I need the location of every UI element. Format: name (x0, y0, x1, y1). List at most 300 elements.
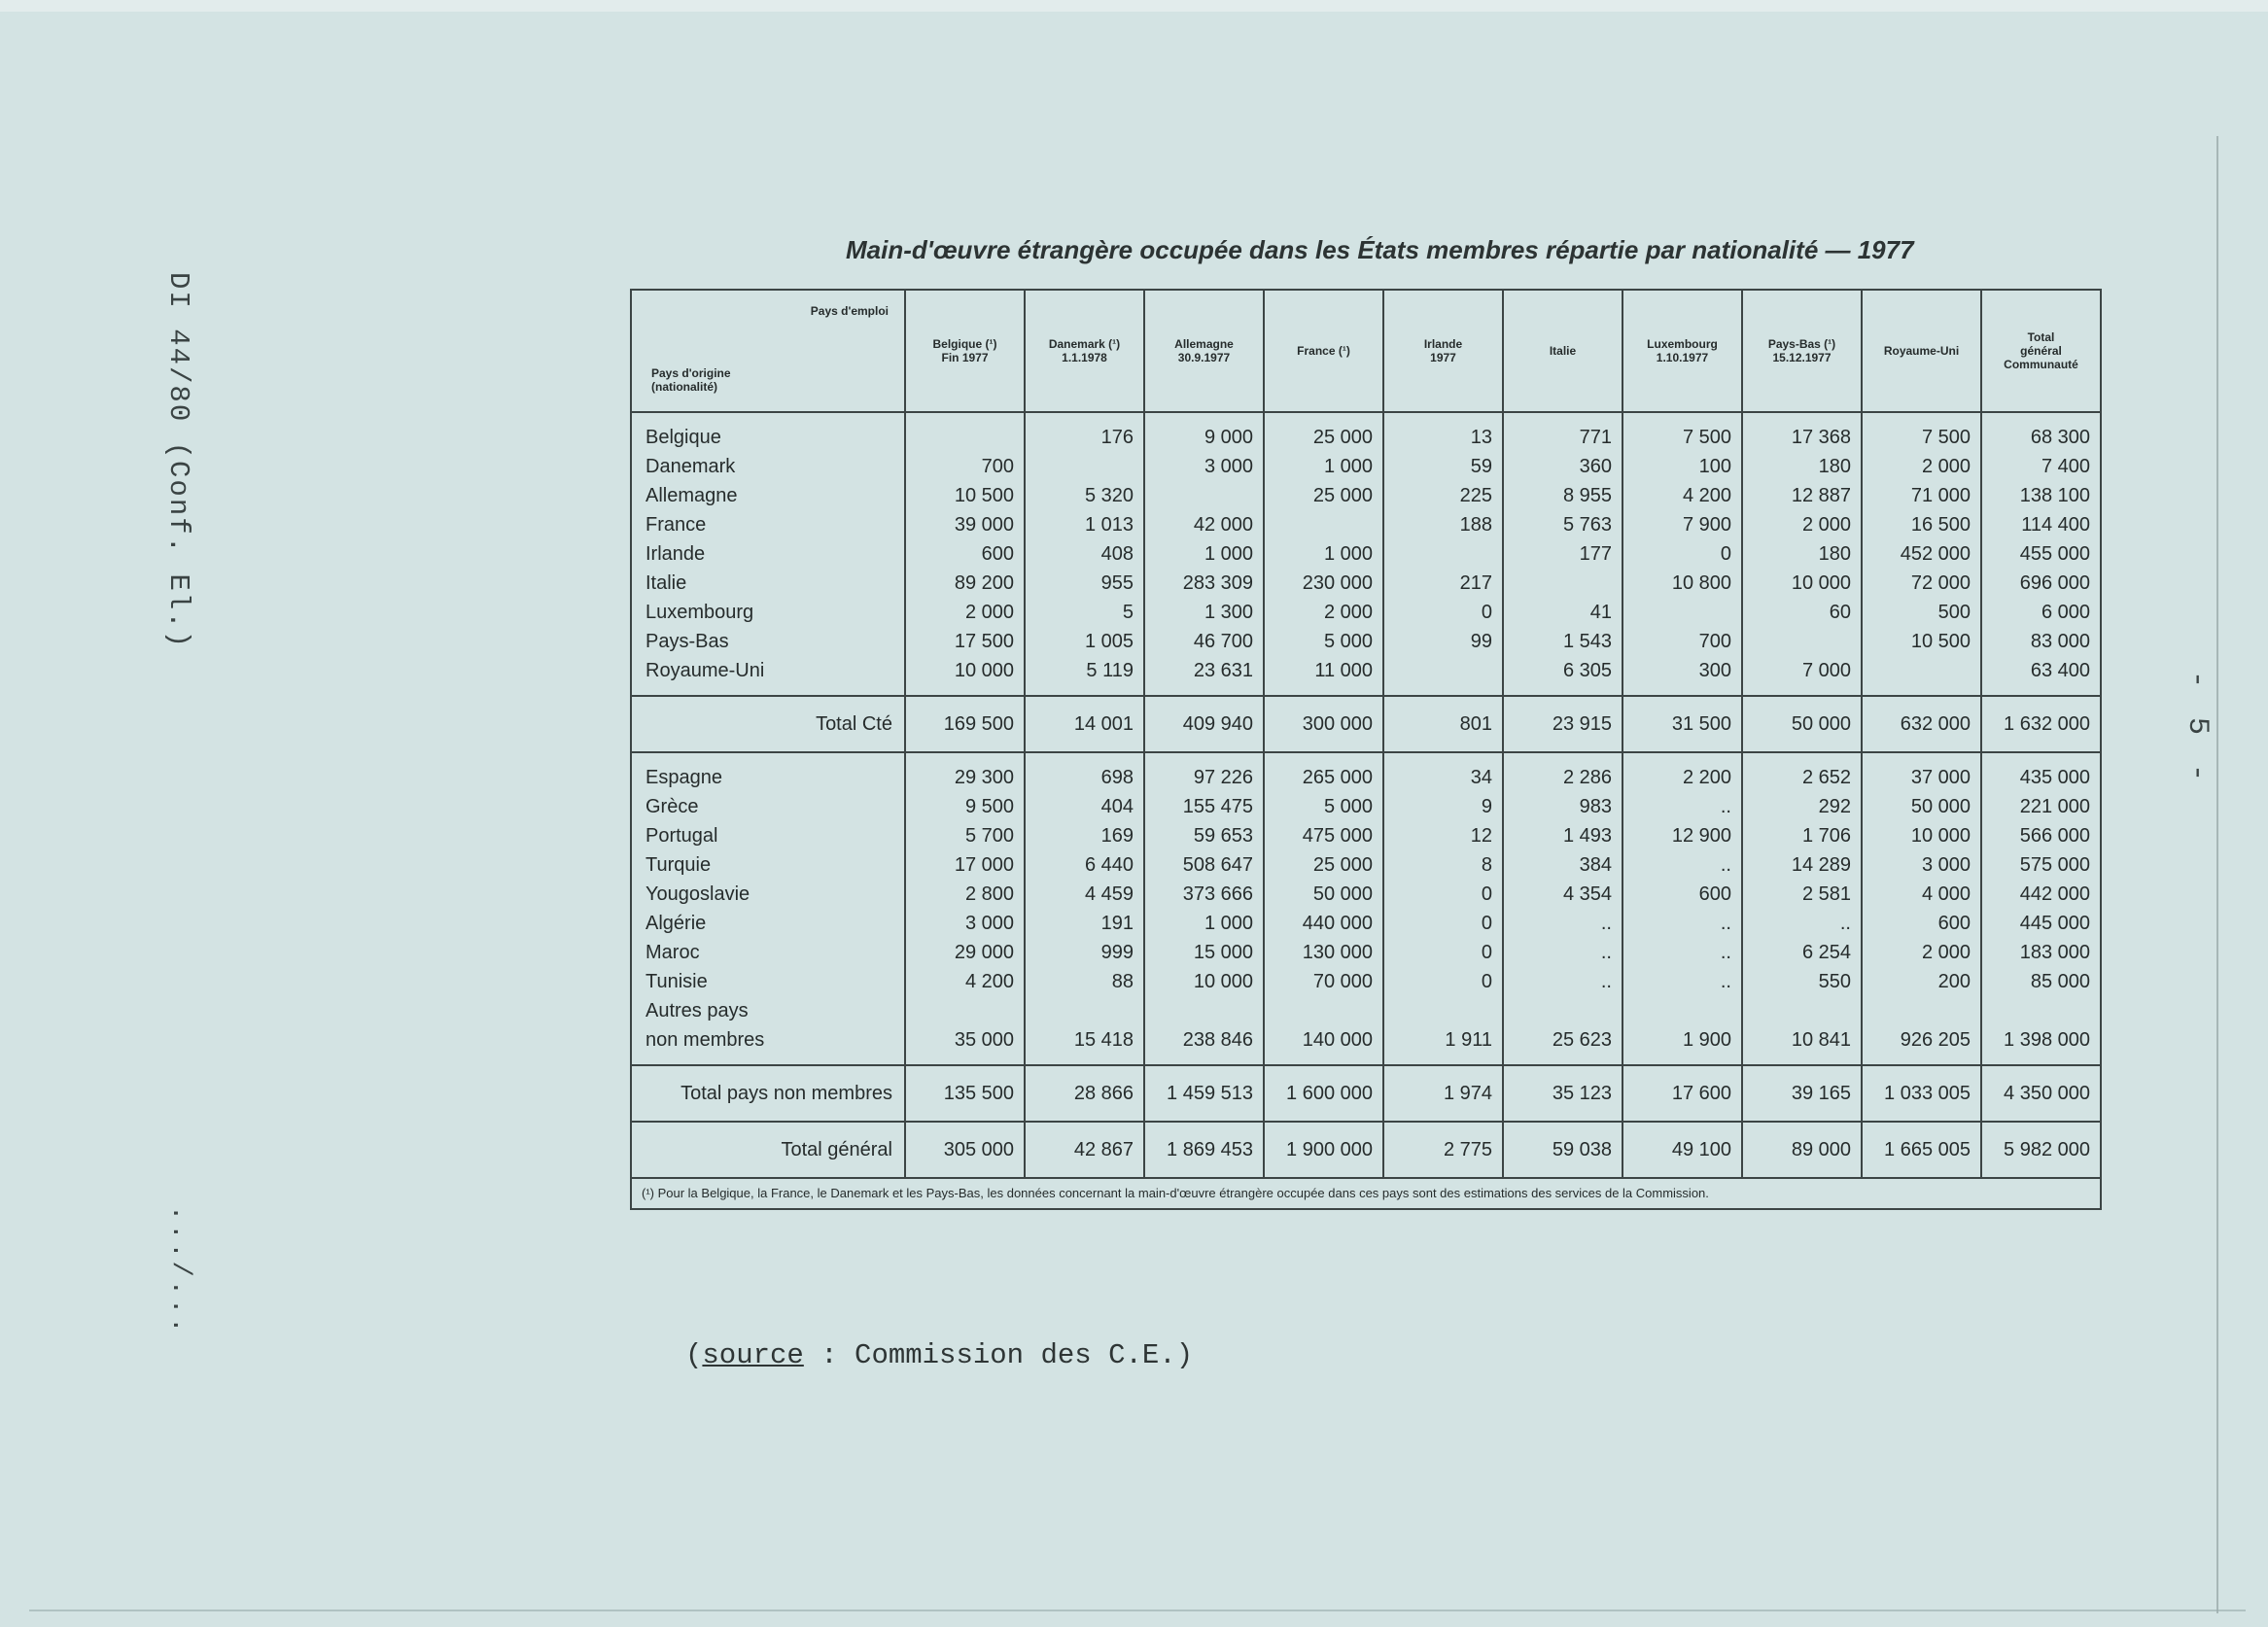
table-cell: 2 775 (1383, 1122, 1503, 1178)
table-cell: 0 (1383, 880, 1503, 909)
other-countries-row (631, 996, 2101, 1055)
table-cell: 12 (1383, 821, 1503, 850)
table-cell: 7 400 (1981, 452, 2101, 481)
table-cell: 7 500 (1862, 423, 1981, 452)
row-label: Algérie (631, 909, 905, 938)
table-cell: 17 500 (905, 627, 1025, 656)
table-cell: .. (1622, 909, 1742, 938)
table-cell: 300 000 (1264, 696, 1383, 752)
table-cell: .. (1503, 909, 1622, 938)
table-cell: 0 (1383, 967, 1503, 996)
spacer-cell (1144, 685, 1264, 696)
table-cell: 10 000 (1862, 821, 1981, 850)
total-cte-row (631, 696, 2101, 752)
table-cell: 12 887 (1742, 481, 1862, 510)
spacer-cell (1981, 752, 2101, 763)
table-cell: 230 000 (1264, 569, 1383, 598)
table-cell: 50 000 (1264, 880, 1383, 909)
table-cell: 575 000 (1981, 850, 2101, 880)
spacer-cell (1503, 685, 1622, 696)
table-row (631, 880, 2101, 909)
table-cell (1144, 481, 1264, 510)
spacer-cell (1862, 685, 1981, 696)
table-row (631, 656, 2101, 685)
table-cell: 1 869 453 (1144, 1122, 1264, 1178)
table-cell: 409 940 (1144, 696, 1264, 752)
table-cell: 60 (1742, 598, 1862, 627)
table-row (631, 452, 2101, 481)
table-row (631, 938, 2101, 967)
table-cell: 140 000 (1264, 996, 1383, 1055)
table-cell: 89 000 (1742, 1122, 1862, 1178)
total-nonmember-row (631, 1065, 2101, 1122)
table-row (631, 763, 2101, 792)
table-cell: 771 (1503, 423, 1622, 452)
table-cell: 23 915 (1503, 696, 1622, 752)
table-cell: 373 666 (1144, 880, 1264, 909)
table-cell: 300 (1622, 656, 1742, 685)
table-cell: 1 013 (1025, 510, 1144, 539)
table-frame (630, 289, 2100, 1210)
table-cell: 100 (1622, 452, 1742, 481)
table-cell: 1 033 005 (1862, 1065, 1981, 1122)
table-row (631, 481, 2101, 510)
row-label: Maroc (631, 938, 905, 967)
table-cell: 1 005 (1025, 627, 1144, 656)
table-cell: 999 (1025, 938, 1144, 967)
table-cell: 500 (1862, 598, 1981, 627)
table-cell: 177 (1503, 539, 1622, 569)
table-cell: 10 841 (1742, 996, 1862, 1055)
spacer-cell (1264, 752, 1383, 763)
table-cell: 1 000 (1264, 452, 1383, 481)
table-cell: 1 665 005 (1862, 1122, 1981, 1178)
table-cell: 4 350 000 (1981, 1065, 2101, 1122)
table-cell: 1 900 (1622, 996, 1742, 1055)
row-label: Danemark (631, 452, 905, 481)
table-cell: 130 000 (1264, 938, 1383, 967)
table-cell: 17 600 (1622, 1065, 1742, 1122)
table-cell: 5 000 (1264, 627, 1383, 656)
table-cell: 41 (1503, 598, 1622, 627)
footnote: (¹) Pour la Belgique, la France, le Danemark et les Pays-Bas, les données concernant la main-d'œuvre étrangère occupée dans ces pays sont des estimations des services de la Commission. (631, 1178, 2101, 1209)
table-cell: 6 254 (1742, 938, 1862, 967)
table-cell: 42 000 (1144, 510, 1264, 539)
spacer-cell (1622, 1055, 1742, 1065)
table-cell: 283 309 (1144, 569, 1264, 598)
col-header: Royaume-Uni (1862, 290, 1981, 412)
table-cell: 983 (1503, 792, 1622, 821)
table-cell: 1 300 (1144, 598, 1264, 627)
bottom-margin-rule (29, 1610, 2246, 1611)
row-label: Total pays non membres (631, 1065, 905, 1122)
spacer-row (631, 1055, 2101, 1065)
row-label: Luxembourg (631, 598, 905, 627)
page-top-edge (0, 0, 2268, 12)
table-cell: 25 000 (1264, 481, 1383, 510)
spacer-cell (1383, 412, 1503, 423)
table-cell: 455 000 (1981, 539, 2101, 569)
row-label (631, 996, 905, 1055)
origin-label-line1: Pays d'origine (651, 366, 731, 380)
table-cell: 4 354 (1503, 880, 1622, 909)
row-label: France (631, 510, 905, 539)
row-label: Irlande (631, 539, 905, 569)
table-cell: 696 000 (1981, 569, 2101, 598)
table-cell: 442 000 (1981, 880, 2101, 909)
table-cell: 445 000 (1981, 909, 2101, 938)
spacer-cell (1742, 412, 1862, 423)
table-cell: 8 (1383, 850, 1503, 880)
table-cell: 180 (1742, 452, 1862, 481)
table-cell: 16 500 (1862, 510, 1981, 539)
table-row (631, 539, 2101, 569)
row-label: Allemagne (631, 481, 905, 510)
table-cell: 50 000 (1862, 792, 1981, 821)
col-header: Allemagne 30.9.1977 (1144, 290, 1264, 412)
table-cell: 2 581 (1742, 880, 1862, 909)
table-cell: 801 (1383, 696, 1503, 752)
spacer-row (631, 685, 2101, 696)
spacer-cell (1025, 412, 1144, 423)
spacer-cell (1144, 412, 1264, 423)
table-cell: 71 000 (1862, 481, 1981, 510)
source-note (685, 1339, 1193, 1371)
table-cell: 13 (1383, 423, 1503, 452)
table-cell (1622, 598, 1742, 627)
total-general-row (631, 1122, 2101, 1178)
spacer-cell (1622, 685, 1742, 696)
table-cell: 1 706 (1742, 821, 1862, 850)
table-row (631, 792, 2101, 821)
spacer-cell (905, 685, 1025, 696)
spacer-cell (1383, 685, 1503, 696)
row-label-line1: Autres pays (646, 1000, 749, 1021)
labour-table (630, 289, 2102, 1210)
spacer-cell (631, 412, 905, 423)
table-cell: 10 000 (1144, 967, 1264, 996)
spacer-cell (1383, 1055, 1503, 1065)
table-cell: 9 500 (905, 792, 1025, 821)
table-cell: .. (1742, 909, 1862, 938)
table-cell: 217 (1383, 569, 1503, 598)
table-cell: 89 200 (905, 569, 1025, 598)
table-cell: 384 (1503, 850, 1622, 880)
origin-label-line2: (nationalité) (651, 380, 717, 394)
table-cell: 8 955 (1503, 481, 1622, 510)
table-cell: 1 398 000 (1981, 996, 2101, 1055)
table-cell: 15 000 (1144, 938, 1264, 967)
table-cell: 99 (1383, 627, 1503, 656)
table-row (631, 821, 2101, 850)
table-cell: 1 000 (1264, 539, 1383, 569)
col-header: Luxembourg 1.10.1977 (1622, 290, 1742, 412)
source-rest: : Commission des C.E.) (803, 1339, 1194, 1371)
spacer-cell (1025, 752, 1144, 763)
spacer-cell (1742, 752, 1862, 763)
spacer-cell (1981, 412, 2101, 423)
table-cell: 1 493 (1503, 821, 1622, 850)
table-cell: 926 205 (1862, 996, 1981, 1055)
spacer-cell (1503, 412, 1622, 423)
table-cell: 31 500 (1622, 696, 1742, 752)
nonmember-rows (631, 752, 2101, 1065)
table-cell: 1 000 (1144, 539, 1264, 569)
table-row (631, 598, 2101, 627)
table-cell: 508 647 (1144, 850, 1264, 880)
table-cell: 550 (1742, 967, 1862, 996)
table-cell: 2 800 (905, 880, 1025, 909)
table-cell (1503, 569, 1622, 598)
row-label: Portugal (631, 821, 905, 850)
document-reference: DI 44/80 (Conf. El.) (162, 272, 194, 650)
spacer-cell (1383, 752, 1503, 763)
table-cell: 4 459 (1025, 880, 1144, 909)
table-cell: .. (1622, 792, 1742, 821)
table-cell: 10 000 (1742, 569, 1862, 598)
table-cell: 0 (1383, 909, 1503, 938)
table-cell: 25 000 (1264, 850, 1383, 880)
table-cell: 35 123 (1503, 1065, 1622, 1122)
table-cell: 11 000 (1264, 656, 1383, 685)
table-cell: 17 000 (905, 850, 1025, 880)
table-cell: 305 000 (905, 1122, 1025, 1178)
table-cell: 83 000 (1981, 627, 2101, 656)
spacer-cell (1264, 412, 1383, 423)
table-cell: 2 652 (1742, 763, 1862, 792)
row-label: Grèce (631, 792, 905, 821)
table-cell: 238 846 (1144, 996, 1264, 1055)
table-cell: 452 000 (1862, 539, 1981, 569)
table-cell: .. (1503, 938, 1622, 967)
table-cell: 700 (1622, 627, 1742, 656)
table-cell: 59 038 (1503, 1122, 1622, 1178)
member-rows (631, 412, 2101, 696)
table-cell: 138 100 (1981, 481, 2101, 510)
table-cell: 200 (1862, 967, 1981, 996)
table-cell: 155 475 (1144, 792, 1264, 821)
table-cell: 5 119 (1025, 656, 1144, 685)
spacer-cell (631, 752, 905, 763)
table-cell: 9 000 (1144, 423, 1264, 452)
table-cell: 183 000 (1981, 938, 2101, 967)
table-cell: 17 368 (1742, 423, 1862, 452)
table-cell: 1 459 513 (1144, 1065, 1264, 1122)
table-cell: 29 300 (905, 763, 1025, 792)
row-label: Pays-Bas (631, 627, 905, 656)
table-cell: 2 000 (1862, 452, 1981, 481)
table-cell: 63 400 (1981, 656, 2101, 685)
table-cell: 1 632 000 (1981, 696, 2101, 752)
table-cell: 360 (1503, 452, 1622, 481)
table-cell: 135 500 (905, 1065, 1025, 1122)
table-cell: 169 (1025, 821, 1144, 850)
spacer-cell (1981, 1055, 2101, 1065)
table-cell: 46 700 (1144, 627, 1264, 656)
table-cell: 5 982 000 (1981, 1122, 2101, 1178)
table-cell: 72 000 (1862, 569, 1981, 598)
row-label: Yougoslavie (631, 880, 905, 909)
table-cell: 265 000 (1264, 763, 1383, 792)
spacer-cell (1622, 412, 1742, 423)
spacer-cell (1264, 1055, 1383, 1065)
corner-header (631, 290, 905, 412)
table-cell: 1 600 000 (1264, 1065, 1383, 1122)
spacer-cell (1622, 752, 1742, 763)
table-cell: 475 000 (1264, 821, 1383, 850)
table-cell: 2 000 (1862, 938, 1981, 967)
table-cell: 14 001 (1025, 696, 1144, 752)
table-cell: 10 800 (1622, 569, 1742, 598)
table-cell: 6 440 (1025, 850, 1144, 880)
table-cell: 114 400 (1981, 510, 2101, 539)
table-cell: 408 (1025, 539, 1144, 569)
table-cell: 404 (1025, 792, 1144, 821)
page-number: - 5 - (2181, 671, 2214, 788)
table-row (631, 909, 2101, 938)
table-cell: 180 (1742, 539, 1862, 569)
row-label: Total général (631, 1122, 905, 1178)
table-cell: .. (1622, 967, 1742, 996)
table-cell: 35 000 (905, 996, 1025, 1055)
table-cell: 0 (1383, 938, 1503, 967)
table-cell: 191 (1025, 909, 1144, 938)
table-row (631, 510, 2101, 539)
table-row (631, 569, 2101, 598)
col-header: France (¹) (1264, 290, 1383, 412)
spacer-row (631, 412, 2101, 423)
table-cell: .. (1622, 938, 1742, 967)
table-cell: 600 (905, 539, 1025, 569)
table-title: Main-d'œuvre étrangère occupée dans les États membres répartie par nationalité — 1977 (846, 235, 1914, 264)
table-cell: 7 500 (1622, 423, 1742, 452)
table-cell: 0 (1383, 598, 1503, 627)
table-cell: 50 000 (1742, 696, 1862, 752)
table-cell: 70 000 (1264, 967, 1383, 996)
table-row (631, 850, 2101, 880)
table-cell: 4 200 (905, 967, 1025, 996)
table-cell: 3 000 (1144, 452, 1264, 481)
table-cell: 49 100 (1622, 1122, 1742, 1178)
totals-section (631, 1065, 2101, 1178)
table-row (631, 627, 2101, 656)
table-cell: 7 900 (1622, 510, 1742, 539)
spacer-cell (1503, 752, 1622, 763)
table-cell: 600 (1622, 880, 1742, 909)
spacer-row (631, 752, 2101, 763)
table-cell: 169 500 (905, 696, 1025, 752)
table-cell: 955 (1025, 569, 1144, 598)
table-cell: 10 500 (1862, 627, 1981, 656)
table-cell: 25 000 (1264, 423, 1383, 452)
spacer-cell (1503, 1055, 1622, 1065)
table-cell: 1 900 000 (1264, 1122, 1383, 1178)
row-label: Royaume-Uni (631, 656, 905, 685)
table-cell: 10 000 (905, 656, 1025, 685)
table-cell: 42 867 (1025, 1122, 1144, 1178)
table-cell: .. (1622, 850, 1742, 880)
table-cell: 176 (1025, 423, 1144, 452)
spacer-cell (1742, 1055, 1862, 1065)
spacer-cell (905, 752, 1025, 763)
row-label: Belgique (631, 423, 905, 452)
col-header: Irlande 1977 (1383, 290, 1503, 412)
source-word: source (702, 1339, 804, 1371)
spacer-cell (1144, 1055, 1264, 1065)
table-cell: 2 000 (1264, 598, 1383, 627)
table-cell: 97 226 (1144, 763, 1264, 792)
spacer-cell (1862, 752, 1981, 763)
table-row (631, 967, 2101, 996)
table-cell: 37 000 (1862, 763, 1981, 792)
spacer-cell (631, 1055, 905, 1065)
col-header: Danemark (¹) 1.1.1978 (1025, 290, 1144, 412)
table-cell: 5 000 (1264, 792, 1383, 821)
table-cell: 2 000 (1742, 510, 1862, 539)
table-cell (1742, 627, 1862, 656)
table-cell: 188 (1383, 510, 1503, 539)
table-cell: 566 000 (1981, 821, 2101, 850)
spacer-cell (1981, 685, 2101, 696)
table-cell: 4 200 (1622, 481, 1742, 510)
origin-label (651, 366, 731, 394)
table-row (631, 423, 2101, 452)
spacer-cell (1264, 685, 1383, 696)
table-cell: 5 700 (905, 821, 1025, 850)
table-cell: 28 866 (1025, 1065, 1144, 1122)
table-cell: 23 631 (1144, 656, 1264, 685)
table-cell: 2 286 (1503, 763, 1622, 792)
source-open: ( (685, 1339, 703, 1371)
table-cell (1264, 510, 1383, 539)
table-cell: 29 000 (905, 938, 1025, 967)
footnote-row (631, 1178, 2101, 1209)
table-cell: 68 300 (1981, 423, 2101, 452)
total-cte-section (631, 696, 2101, 752)
row-label: Italie (631, 569, 905, 598)
table-cell: 6 305 (1503, 656, 1622, 685)
row-label: Total Cté (631, 696, 905, 752)
table-cell: 2 000 (905, 598, 1025, 627)
row-label: Espagne (631, 763, 905, 792)
spacer-cell (905, 1055, 1025, 1065)
table-cell (1383, 656, 1503, 685)
row-label: Tunisie (631, 967, 905, 996)
spacer-cell (1025, 685, 1144, 696)
table-cell: 7 000 (1742, 656, 1862, 685)
spacer-cell (631, 685, 905, 696)
spacer-cell (1144, 752, 1264, 763)
table-cell: 9 (1383, 792, 1503, 821)
table-cell: 698 (1025, 763, 1144, 792)
col-header: Total général Communauté (1981, 290, 2101, 412)
table-cell: 0 (1622, 539, 1742, 569)
table-cell: 435 000 (1981, 763, 2101, 792)
col-header: Pays-Bas (¹) 15.12.1977 (1742, 290, 1862, 412)
table-cell: 292 (1742, 792, 1862, 821)
table-cell: 15 418 (1025, 996, 1144, 1055)
table-cell: 1 543 (1503, 627, 1622, 656)
table-cell: 632 000 (1862, 696, 1981, 752)
table-cell: 59 (1383, 452, 1503, 481)
spacer-cell (1862, 412, 1981, 423)
table-cell: 39 165 (1742, 1065, 1862, 1122)
header-row (631, 290, 2101, 412)
table-cell: 2 200 (1622, 763, 1742, 792)
table-cell (905, 423, 1025, 452)
table-cell: 3 000 (905, 909, 1025, 938)
spacer-cell (1862, 1055, 1981, 1065)
